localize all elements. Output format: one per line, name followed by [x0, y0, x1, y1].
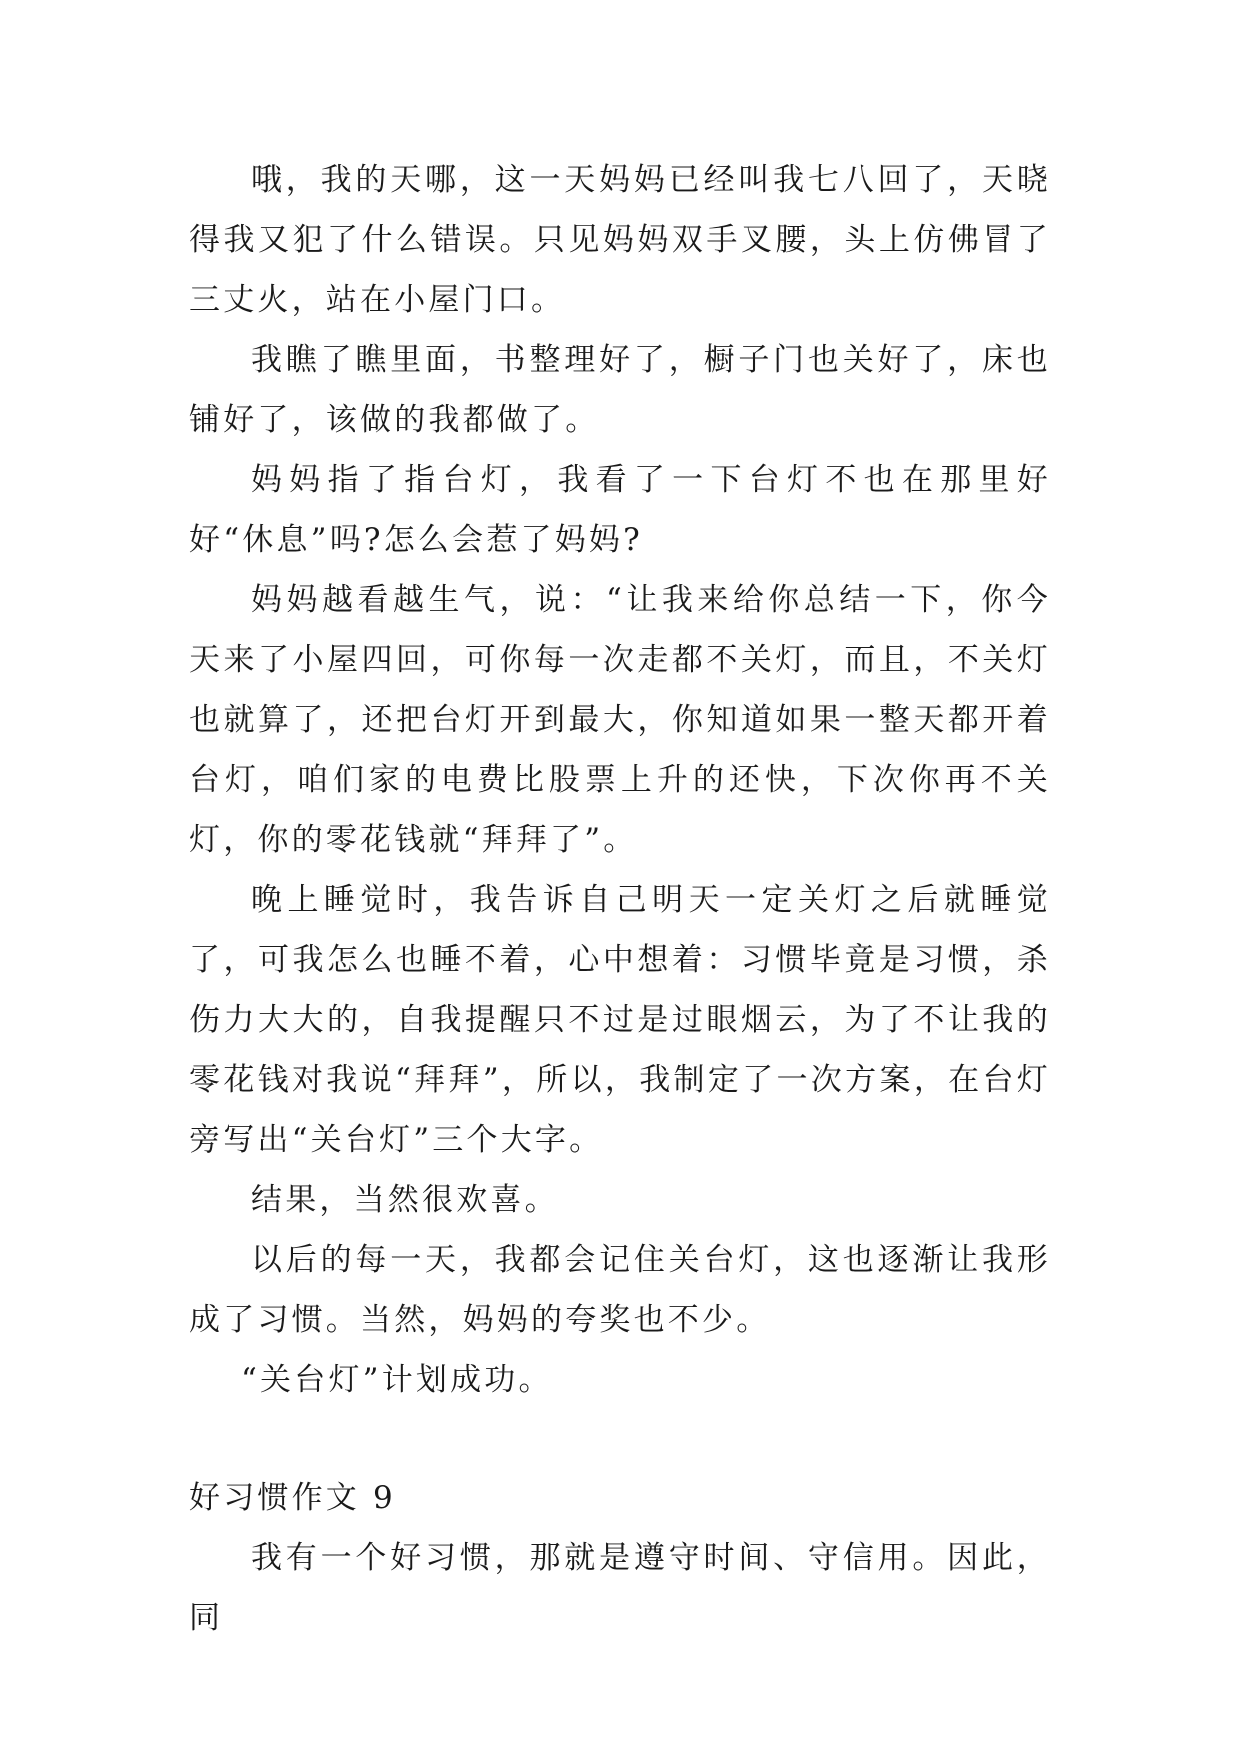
paragraph-3: 妈妈指了指台灯，我看了一下台灯不也在那里好好“休息”吗?怎么会惹了妈妈? — [189, 462, 1051, 558]
section-title: 好习惯作文 9 — [189, 1480, 396, 1516]
document-body — [189, 150, 1051, 1648]
section-paragraph-1: 我有一个好习惯，那就是遵守时间、守信用。因此，同 — [189, 1540, 1051, 1636]
paragraph-2: 我瞧了瞧里面，书整理好了，橱子门也关好了，床也铺好了，该做的我都做了。 — [189, 342, 1051, 438]
paragraph-7: 以后的每一天，我都会记住关台灯，这也逐渐让我形成了习惯。当然，妈妈的夸奖也不少。 — [189, 1242, 1051, 1338]
paragraph-6: 结果，当然很欢喜。 — [251, 1182, 559, 1218]
paragraph-8: “关台灯”计划成功。 — [241, 1362, 553, 1398]
paragraph-4: 妈妈越看越生气，说：“让我来给你总结一下，你今天来了小屋四回，可你每一次走都不关灯，而且，不关灯也就算了，还把台灯开到最大，你知道如果一整天都开着台灯，咱们家的电费比股票上升的还快，下次你再不关灯，你的零花钱就“拜拜了”。 — [189, 582, 1051, 858]
paragraph-5: 晚上睡觉时，我告诉自己明天一定关灯之后就睡觉了，可我怎么也睡不着，心中想着：习惯毕竟是习惯，杀伤力大大的，自我提醒只不过是过眼烟云，为了不让我的零花钱对我说“拜拜”，所以，我制定了一次方案，在台灯旁写出“关台灯”三个大字。 — [189, 882, 1051, 1158]
paragraph-1: 哦，我的天哪，这一天妈妈已经叫我七八回了，天晓得我又犯了什么错误。只见妈妈双手叉腰，头上仿佛冒了三丈火，站在小屋门口。 — [189, 162, 1051, 318]
